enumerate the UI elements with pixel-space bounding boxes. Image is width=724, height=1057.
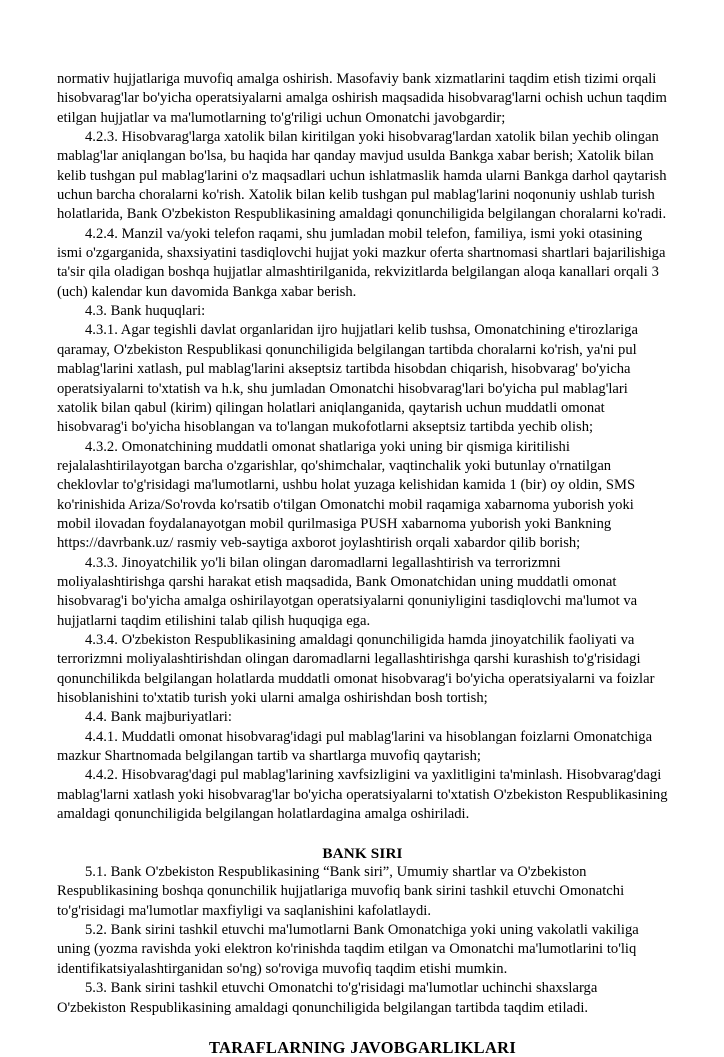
paragraph-4-4-2: 4.4.2. Hisobvarag'dagi pul mablag'larining xavfsizligini va yaxlitligini ta'minlash. Hisobvarag'dagi mablag'larni xatlash yoki hisobvarag'lar bo'yicha operatsiyalarni to'xtatish O'zbekiston Respublikasining amaldagi qonunchiligida belgilangan holatlardagina amalga oshiriladi. — [57, 767, 668, 823]
paragraph-5-3: 5.3. Bank sirini tashkil etuvchi Omonatchi to'g'risidagi ma'lumotlar uchinchi shaxslarga O'zbekiston Respublikasining amaldagi qonunchiligida belgilangan tartibda taqdim etiladi. — [57, 980, 598, 1016]
heading-spacer-above-taraflarning — [57, 1018, 668, 1038]
paragraph-5-2: 5.2. Bank sirini tashkil etuvchi ma'lumotlarni Bank Omonatchiga yoki uning vakolatli vakiliga uning (yozma ravishda yoki elektron ko'rinishda taqdim etilgan va Omonatchi ma'lumotlarini to'liq identifikatsiyalashtirganidan so'ng) so'roviga muvofiq taqdim etishi mumkin. — [57, 922, 639, 977]
paragraph-continuation-4-2-2: normativ hujjatlariga muvofiq amalga oshirish. Masofaviy bank xizmatlarini taqdim etish tizimi orqali hisobvarag'lar bo'yicha operatsiyalarni amalga oshirish maqsadida hisobvarag'larni ochish uchun taqdim etilgan hujjatlar va ma'lumotlarning to'g'riligi uchun Omonatchi javobgardir; — [57, 71, 667, 126]
paragraph-4-3-3: 4.3.3. Jinoyatchilik yo'li bilan olingan daromadlarni legallashtirish va terrorizmni moliyalashtirishga qarshi harakat etish maqsadida, Bank Omonatchidan uning muddatli omonat hisobvarag'i bo'yicha amalga oshirilayotgan operatsiyalarni qonuniyligini tasdiqlovchi ma'lumot va hujjatlarni taqdim etilishini talab qilish huquqiga ega. — [57, 554, 638, 629]
paragraph-4-4-1: 4.4.1. Muddatli omonat hisobvarag'idagi pul mablag'larini va hisoblangan foizlarni Omonatchiga mazkur Shartnomada belgilangan tartib va shartlarga muvofiq qaytarish; — [57, 728, 653, 765]
section-heading-bank-siri: BANK SIRI — [322, 844, 403, 862]
paragraph-4-3-bank-huquqlari: 4.3. Bank huquqlari: — [85, 303, 206, 320]
paragraph-5-1: 5.1. Bank O'zbekiston Respublikasining “Bank siri”, Umumiy shartlar va O'zbekiston Respublikasining boshqa qonunchilik hujjatlariga muvofiq bank sirini tashkil etuvchi Omonatchi to'g'risidagi ma'lumotlar maxfiyligi va saqlanishini kafolatlaydi. — [57, 864, 625, 919]
document-text-column — [57, 70, 668, 1057]
paragraph-4-3-1: 4.3.1. Agar tegishli davlat organlaridan ijro hujjatlari kelib tushsa, Omonatchining e'tirozlariga qaramay, O'zbekiston Respublikasi qonunchiligida belgilangan tartibda choralarni ko'rish, ya'ni pul mablag'larini xatlash, pul mablag'larini akseptsiz tartibda hisobdan chiqarish, hisobvarag' bo'yicha operatsiyalarni to'xtatish va h.k, shu jumladan Omonatchi hisobvarag'lari bo'yicha pul mablag'lari xatolik bilan qabul (kirim) qilingan holatlari aniqlanganida, qaytarish uchun muddatli omonat hisobvarag'i bo'yicha hisoblangan va to'langan mukofotlarni akseptsiz tartibda yechib olish; — [57, 322, 638, 436]
paragraph-4-2-4: 4.2.4. Manzil va/yoki telefon raqami, shu jumladan mobil telefon, familiya, ismi yoki otasining ismi o'zgarganida, shaxsiyatini tasdiqlovchi hujjat yoki mazkur oferta shartnomasi shartlari bajarilishiga ta'sir qila oladigan boshqa hujjatlar almashtirilganida, rekvizitlarda belgilangan aloqa kanallari orqali 3 (uch) kalendar kun davomida Bankga xabar berish. — [57, 225, 666, 300]
paragraph-4-4-bank-majburiyatlari: 4.4. Bank majburiyatlari: — [85, 709, 232, 726]
heading-spacer-above-bank-siri — [57, 824, 668, 843]
paragraph-4-3-2: 4.3.2. Omonatchining muddatli omonat shatlariga yoki uning bir qismiga kiritilishi rejalalashtirilayotgan barcha o'zgarishlar, qo'shimchalar, vaqtinchalik yoki butunlay o'rnatilgan cheklovlar to'g'risidagi ma'lumotlarni, ushbu holat yuzaga kelishidan kamida 1 (bir) oy oldin, SMS ko'rinishida Ariza/So'rovda ko'rsatib o'tilgan Omonatchi mobil raqamiga xabarnoma yuborish yoki mobil ilovadan foydalanayotgan mobil qurilmasiga PUSH xabarnoma yuborish yoki Bankning https://davrbank.uz/ rasmiy veb-saytiga axborot joylashtirish orqali xabardor qilib borish; — [57, 438, 636, 552]
paragraph-4-2-3: 4.2.3. Hisobvarag'larga xatolik bilan kiritilgan yoki hisobvarag'lardan xatolik bilan yechib olingan mablag'lar aniqlangan bo'lsa, bu haqida har qanday mavjud usulda Bankga xabar berish; Xatolik bilan kelib tushgan pul mablag'larini o'z maqsadlari uchun ishlatmaslik hamda ularni Bankga darhol qaytarish uchun barcha choralarni ko'rish. Xatolik bilan kelib tushgan pul mablag'larini noqonuniy ushlab turish holatlarida, Bank O'zbekiston Respublikasining amaldagi qonunchiligida belgilangan choralarni ko'radi. — [57, 129, 667, 223]
paragraph-4-3-4: 4.3.4. O'zbekiston Respublikasining amaldagi qonunchiligida hamda jinoyatchilik faoliyati va terrorizmni moliyalashtirishdan olingan daromadlarni legallashtirishga qarshi kurashish to'g'risidagi qonunchilikda belgilangan holatlarda muddatli omonat hisobvarag'i bo'yicha operatsiyalarni va foizlar hisoblanishini to'xtatib turish yoki ularni amalga oshirishdan bosh tortish; — [57, 631, 655, 706]
section-heading-taraflarning-javobgarliklari: TARAFLARNING JAVOBGARLIKLARI — [208, 1037, 517, 1057]
